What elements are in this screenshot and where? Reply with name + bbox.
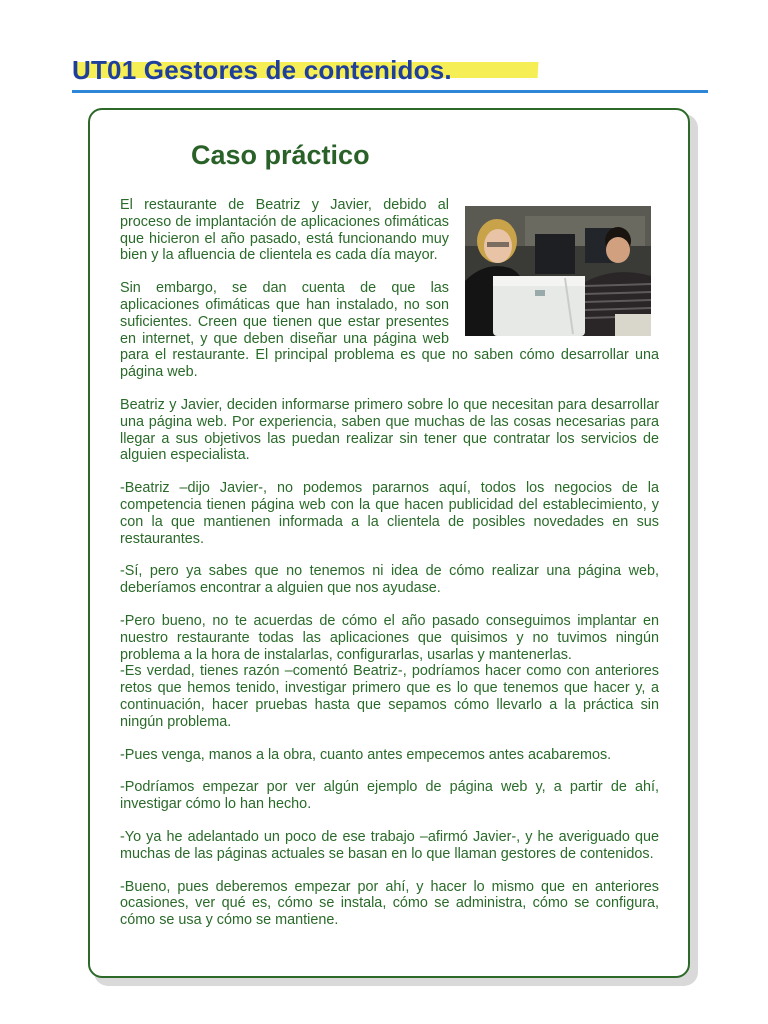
case-paragraph: -Podríamos empezar por ver algún ejemplo de página web y, a partir de ahí, investigar cómo lo han hecho. (120, 779, 659, 813)
header-rule (72, 90, 708, 93)
case-paragraph: -Beatriz –dijo Javier-, no podemos pararnos aquí, todos los negocios de la competencia tienen página web con la que hacen publicidad del establecimiento, y con la que mantienen informada a la clientela de posibles novedades en sus restaurantes. (120, 480, 659, 547)
case-paragraph: Sin embargo, se dan cuenta de que las aplicaciones ofimáticas que han instalado, no son suficientes. Creen que tienen que estar presentes en internet, y que deben diseñar una página web para el restaurante. El principal problema es que no saben cómo desarrollar una página web. (120, 280, 659, 381)
photo-float-spacer (449, 197, 659, 337)
document-header (72, 54, 452, 86)
case-paragraph: -Yo ya he adelantado un poco de ese trabajo –afirmó Javier-, y he averiguado que muchas de las páginas actuales se basan en lo que llaman gestores de contenidos. (120, 828, 659, 862)
case-paragraph: -Pero bueno, no te acuerdas de cómo el año pasado conseguimos implantar en nuestro restaurante todas las aplicaciones que quisimos y no tuvimos ningún problema a la hora de instalarlas, configurarlas, usarlas y mantenerlas. (120, 612, 659, 663)
case-paragraph: El restaurante de Beatriz y Javier, debido al proceso de implantación de aplicaciones ofimáticas que hicieron el año pasado, está funcionando muy bien y la afluencia de clientela es cada día mayor. (120, 197, 449, 264)
case-paragraph: -Es verdad, tienes razón –comentó Beatriz-, podríamos hacer como con anteriores retos que hemos tenido, investigar primero que es lo que tenemos que hacer y, a continuación, hacer pruebas hasta que sepamos cómo llevarlo a la práctica sin ningún problema. (120, 663, 659, 730)
header-title: UT01 Gestores de contenidos. (72, 55, 452, 85)
case-title: Caso práctico (191, 140, 370, 170)
case-paragraph: -Sí, pero ya sabes que no tenemos ni idea de cómo realizar una página web, deberíamos encontrar a alguien que nos ayudase. (120, 563, 659, 597)
case-paragraph: -Pues venga, manos a la obra, cuanto antes empecemos antes acabaremos. (120, 746, 612, 763)
case-paragraph: Beatriz y Javier, deciden informarse primero sobre lo que necesitan para desarrollar una página web. Por experiencia, saben que muchas de las cosas necesarias para llegar a sus objetivos las puedan realizar sin tener que contratar los servicios de alguien especialista. (120, 396, 659, 464)
case-text (120, 197, 659, 945)
case-paragraph: -Bueno, pues deberemos empezar por ahí, y hacer lo mismo que en anteriores ocasiones, ver qué es, cómo se instala, cómo se administra, cómo se configura, cómo se usa y cómo se mantiene. (120, 878, 659, 929)
